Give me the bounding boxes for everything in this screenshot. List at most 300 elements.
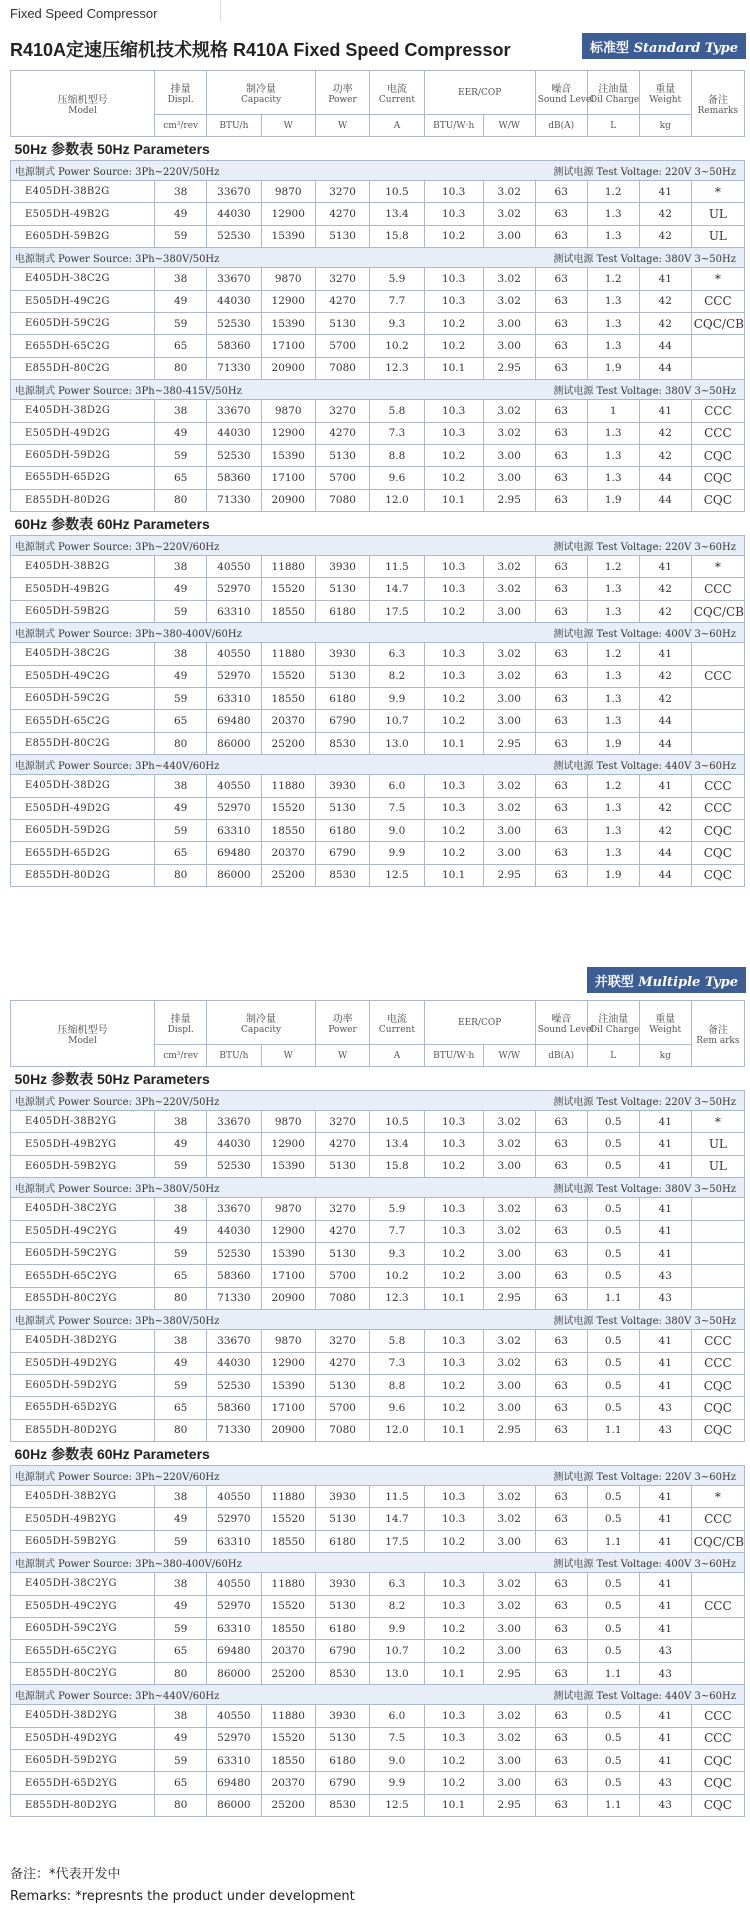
table-row <box>11 422 745 444</box>
table-row <box>11 1618 745 1640</box>
value-cell: 63 <box>535 467 587 489</box>
table-row <box>11 444 745 466</box>
value-cell: 14.7 <box>370 1508 424 1530</box>
remark-cell: CCC <box>691 665 744 687</box>
value-cell: 3.00 <box>483 1397 535 1419</box>
value-cell: 59 <box>155 688 207 710</box>
model-cell: E505DH-49B2YG <box>11 1133 155 1155</box>
header-eer: EER/COP <box>424 1001 535 1045</box>
value-cell: 10.3 <box>424 1111 483 1133</box>
value-cell: 15520 <box>261 1595 315 1617</box>
value-cell: 10.3 <box>424 556 483 578</box>
value-cell: 63 <box>535 1111 587 1133</box>
value-cell: 63 <box>535 710 587 732</box>
header-sound-en: Sound Level <box>537 1025 595 1035</box>
value-cell: 41 <box>639 1111 691 1133</box>
value-cell: 63 <box>535 335 587 357</box>
value-cell: 0.5 <box>587 1265 639 1287</box>
model-cell: E605DH-59B2G <box>11 225 155 247</box>
remark-cell: CCC <box>691 422 744 444</box>
value-cell: 63 <box>535 1374 587 1396</box>
value-cell: 65 <box>155 1397 207 1419</box>
value-cell: 10.2 <box>370 335 424 357</box>
table-row <box>11 1242 745 1264</box>
header-weight-cn: 重量 <box>655 84 676 95</box>
section-title-row <box>11 1442 745 1466</box>
value-cell: 38 <box>155 1486 207 1508</box>
value-cell: 13.0 <box>370 1662 424 1684</box>
page-title: R410A定速压缩机技术规格 R410A Fixed Speed Compressor <box>10 40 511 60</box>
unit-cell: dB(A) <box>535 115 587 137</box>
value-cell: 49 <box>155 797 207 819</box>
unit-cell: W/W <box>483 115 535 137</box>
value-cell: 8530 <box>315 1794 369 1816</box>
value-cell: 3.02 <box>483 1352 535 1374</box>
value-cell: 49 <box>155 422 207 444</box>
value-cell: 3.00 <box>483 1155 535 1177</box>
value-cell: 10.3 <box>424 643 483 665</box>
value-cell: 10.3 <box>424 1330 483 1352</box>
value-cell: 14.7 <box>370 578 424 600</box>
value-cell: 12.3 <box>370 1287 424 1309</box>
header-weight <box>639 71 691 115</box>
header-current-en: Current <box>378 95 415 105</box>
table-row <box>11 819 745 841</box>
value-cell: 3.00 <box>483 1640 535 1662</box>
value-cell: 65 <box>155 1640 207 1662</box>
remark-cell <box>691 1242 744 1264</box>
value-cell: 10.3 <box>424 578 483 600</box>
value-cell: 3.02 <box>483 1198 535 1220</box>
value-cell: 63 <box>535 1220 587 1242</box>
value-cell: 49 <box>155 1595 207 1617</box>
value-cell: 63 <box>535 797 587 819</box>
value-cell: 8530 <box>315 1662 369 1684</box>
value-cell: 41 <box>639 1486 691 1508</box>
unit-cell: W/W <box>483 1045 535 1067</box>
value-cell: 44030 <box>207 1133 261 1155</box>
remark-cell <box>691 1662 744 1684</box>
value-cell: 9870 <box>261 400 315 422</box>
value-cell: 0.5 <box>587 1573 639 1595</box>
value-cell: 5130 <box>315 312 369 334</box>
value-cell: 1.1 <box>587 1419 639 1441</box>
value-cell: 10.2 <box>424 688 483 710</box>
unit-cell: kg <box>639 115 691 137</box>
header-sound <box>535 71 595 115</box>
value-cell: 38 <box>155 268 207 290</box>
unit-cell: dB(A) <box>535 1045 587 1067</box>
value-cell: 63 <box>535 643 587 665</box>
value-cell: 41 <box>639 1705 691 1727</box>
power-source: 电源制式 Power Source: 3Ph~440V/60Hz <box>15 761 220 773</box>
value-cell: 9.0 <box>370 819 424 841</box>
header-oil-cn: 注油量 <box>598 1014 629 1025</box>
value-cell: 52970 <box>207 797 261 819</box>
value-cell: 1.3 <box>587 600 639 622</box>
model-cell: E505DH-49C2G <box>11 290 155 312</box>
header-oil-cn: 注油量 <box>598 84 629 95</box>
value-cell: 44030 <box>207 1220 261 1242</box>
value-cell: 6790 <box>315 1772 369 1794</box>
value-cell: 49 <box>155 665 207 687</box>
value-cell: 7.7 <box>370 1220 424 1242</box>
value-cell: 5.8 <box>370 1330 424 1352</box>
value-cell: 69480 <box>207 1640 261 1662</box>
header-remarks-en: Rem arks <box>696 1036 740 1046</box>
header-current-cn: 电流 <box>386 1014 407 1025</box>
value-cell: 59 <box>155 1530 207 1552</box>
value-cell: 80 <box>155 732 207 754</box>
header-capacity-cn: 制冷量 <box>246 84 277 95</box>
table-row <box>11 665 745 687</box>
value-cell: 63 <box>535 1595 587 1617</box>
value-cell: 1.2 <box>587 643 639 665</box>
value-cell: 10.3 <box>424 775 483 797</box>
value-cell: 80 <box>155 1419 207 1441</box>
value-cell: 3.02 <box>483 1220 535 1242</box>
value-cell: 0.5 <box>587 1155 639 1177</box>
value-cell: 44 <box>639 732 691 754</box>
remark-cell: CQC <box>691 1772 744 1794</box>
header-displ-cn: 排量 <box>170 1014 191 1025</box>
unit-cell: W <box>261 1045 315 1067</box>
power-source: 电源制式 Power Source: 3Ph~380V/50Hz <box>15 1316 220 1328</box>
model-cell: E405DH-38B2YG <box>11 1111 155 1133</box>
value-cell: 86000 <box>207 864 261 886</box>
value-cell: 63 <box>535 312 587 334</box>
table-row <box>11 290 745 312</box>
value-cell: 18550 <box>261 1530 315 1552</box>
value-cell: 1.3 <box>587 710 639 732</box>
value-cell: 1.3 <box>587 819 639 841</box>
value-cell: 43 <box>639 1772 691 1794</box>
remark-cell: CCC <box>691 400 744 422</box>
header-weight-en: Weight <box>649 95 682 105</box>
value-cell: 63 <box>535 1397 587 1419</box>
section-title: 50Hz 参数表 50Hz Parameters <box>11 1067 745 1091</box>
value-cell: 69480 <box>207 842 261 864</box>
type-tag-en: Multiple Type <box>638 975 738 990</box>
power-source: 电源制式 Power Source: 3Ph~220V/50Hz <box>15 1097 220 1108</box>
value-cell: 44030 <box>207 422 261 444</box>
value-cell: 10.2 <box>424 842 483 864</box>
remark-cell: CCC <box>691 1330 744 1352</box>
value-cell: 63 <box>535 1772 587 1794</box>
power-source-band <box>11 1466 745 1486</box>
value-cell: 10.2 <box>424 444 483 466</box>
header-current-cn: 电流 <box>386 84 407 95</box>
table-row <box>11 1486 745 1508</box>
value-cell: 63 <box>535 1486 587 1508</box>
remark-cell: CQC <box>691 1419 744 1441</box>
remark-cell: CQC/CB <box>691 1530 744 1552</box>
page-header-label: Fixed Speed Compressor <box>10 6 158 21</box>
value-cell: 0.5 <box>587 1508 639 1530</box>
power-source: 电源制式 Power Source: 3Ph~380V/50Hz <box>15 1184 220 1196</box>
value-cell: 20370 <box>261 1640 315 1662</box>
value-cell: 5130 <box>315 1242 369 1264</box>
value-cell: 52530 <box>207 444 261 466</box>
value-cell: 3270 <box>315 268 369 290</box>
section-title-row <box>11 137 745 161</box>
value-cell: 20900 <box>261 357 315 379</box>
value-cell: 42 <box>639 312 691 334</box>
value-cell: 80 <box>155 1794 207 1816</box>
value-cell: 63 <box>535 578 587 600</box>
value-cell: 41 <box>639 1618 691 1640</box>
power-source-band <box>11 1553 745 1573</box>
header-displ-en: Displ. <box>167 95 194 105</box>
value-cell: 1.3 <box>587 467 639 489</box>
value-cell: 3.00 <box>483 1242 535 1264</box>
value-cell: 4270 <box>315 422 369 444</box>
value-cell: 3930 <box>315 556 369 578</box>
value-cell: 5130 <box>315 1727 369 1749</box>
remark-cell: CQC <box>691 489 744 511</box>
model-cell: E605DH-59B2YG <box>11 1530 155 1552</box>
value-cell: 18550 <box>261 600 315 622</box>
value-cell: 41 <box>639 1198 691 1220</box>
spec-table-multiple <box>10 1000 745 1817</box>
value-cell: 3.00 <box>483 225 535 247</box>
table-row <box>11 467 745 489</box>
value-cell: 5130 <box>315 797 369 819</box>
model-cell: E655DH-65D2YG <box>11 1772 155 1794</box>
table-row <box>11 1705 745 1727</box>
value-cell: 15390 <box>261 312 315 334</box>
value-cell: 1 <box>587 400 639 422</box>
value-cell: 0.5 <box>587 1772 639 1794</box>
value-cell: 41 <box>639 1508 691 1530</box>
type-tag-cn: 标准型 <box>590 41 630 56</box>
value-cell: 12.3 <box>370 357 424 379</box>
remark-cell: CCC <box>691 1595 744 1617</box>
value-cell: 63 <box>535 1198 587 1220</box>
remark-cell: CCC <box>691 1727 744 1749</box>
value-cell: 65 <box>155 842 207 864</box>
value-cell: 63 <box>535 181 587 203</box>
power-source-band <box>11 1091 745 1111</box>
remark-cell: CQC/CB <box>691 600 744 622</box>
remark-cell: CQC <box>691 1794 744 1816</box>
test-voltage: 测试电源 Test Voltage: 220V 3~60Hz <box>553 1472 736 1484</box>
type-tag-cn: 并联型 <box>594 975 634 990</box>
value-cell: 41 <box>639 1374 691 1396</box>
value-cell: 10.2 <box>424 1155 483 1177</box>
value-cell: 4270 <box>315 1133 369 1155</box>
header-eer: EER/COP <box>424 71 535 115</box>
value-cell: 69480 <box>207 1772 261 1794</box>
value-cell: 3.02 <box>483 1111 535 1133</box>
value-cell: 63 <box>535 556 587 578</box>
power-source-row <box>11 623 745 643</box>
table-row <box>11 181 745 203</box>
model-cell: E505DH-49C2YG <box>11 1595 155 1617</box>
value-cell: 49 <box>155 1133 207 1155</box>
table-row <box>11 1352 745 1374</box>
value-cell: 63 <box>535 1618 587 1640</box>
value-cell: 52530 <box>207 1374 261 1396</box>
table-row <box>11 1287 745 1309</box>
value-cell: 44 <box>639 335 691 357</box>
table-row <box>11 1220 745 1242</box>
unit-cell: W <box>315 1045 369 1067</box>
value-cell: 17.5 <box>370 1530 424 1552</box>
value-cell: 0.5 <box>587 1640 639 1662</box>
value-cell: 11880 <box>261 1573 315 1595</box>
value-cell: 10.2 <box>424 1265 483 1287</box>
value-cell: 2.95 <box>483 1419 535 1441</box>
model-cell: E505DH-49B2G <box>11 578 155 600</box>
value-cell: 59 <box>155 225 207 247</box>
test-voltage: 测试电源 Test Voltage: 380V 3~50Hz <box>553 1184 736 1196</box>
test-voltage: 测试电源 Test Voltage: 400V 3~60Hz <box>553 1559 736 1571</box>
value-cell: 5130 <box>315 665 369 687</box>
model-cell: E655DH-65D2YG <box>11 1397 155 1419</box>
value-cell: 20900 <box>261 1419 315 1441</box>
value-cell: 11880 <box>261 643 315 665</box>
value-cell: 1.3 <box>587 797 639 819</box>
model-cell: E855DH-80C2G <box>11 357 155 379</box>
value-cell: 6.3 <box>370 643 424 665</box>
value-cell: 44 <box>639 467 691 489</box>
value-cell: 6790 <box>315 1640 369 1662</box>
value-cell: 38 <box>155 1111 207 1133</box>
model-cell: E855DH-80D2YG <box>11 1419 155 1441</box>
unit-cell: BTU/W·h <box>424 115 483 137</box>
value-cell: 3930 <box>315 775 369 797</box>
value-cell: 17100 <box>261 1397 315 1419</box>
value-cell: 10.2 <box>424 335 483 357</box>
table-row <box>11 1111 745 1133</box>
header-displ-en: Displ. <box>167 1025 194 1035</box>
value-cell: 7.7 <box>370 290 424 312</box>
header-sound-cn: 噪音 <box>551 84 572 95</box>
value-cell: 17100 <box>261 1265 315 1287</box>
value-cell: 6.0 <box>370 775 424 797</box>
value-cell: 1.1 <box>587 1287 639 1309</box>
value-cell: 15390 <box>261 1155 315 1177</box>
header-model <box>11 71 155 137</box>
value-cell: 10.2 <box>424 819 483 841</box>
value-cell: 10.2 <box>424 1530 483 1552</box>
header-weight-cn: 重量 <box>655 1014 676 1025</box>
spec-table-standard <box>10 70 745 887</box>
value-cell: 3.02 <box>483 1486 535 1508</box>
value-cell: 1.1 <box>587 1662 639 1684</box>
value-cell: 15520 <box>261 665 315 687</box>
value-cell: 63 <box>535 775 587 797</box>
value-cell: 1.9 <box>587 489 639 511</box>
header-current-en: Current <box>378 1025 415 1035</box>
value-cell: 10.2 <box>424 1397 483 1419</box>
table-row <box>11 710 745 732</box>
test-voltage: 测试电源 Test Voltage: 220V 3~50Hz <box>553 1097 736 1108</box>
value-cell: 38 <box>155 1198 207 1220</box>
model-cell: E405DH-38C2G <box>11 643 155 665</box>
value-cell: 41 <box>639 1133 691 1155</box>
remarks-cn: 备注：*代表开发中 <box>10 1867 121 1882</box>
value-cell: 5130 <box>315 1374 369 1396</box>
unit-cell: L <box>587 1045 639 1067</box>
model-cell: E655DH-65C2G <box>11 335 155 357</box>
value-cell: 10.5 <box>370 1111 424 1133</box>
value-cell: 41 <box>639 1242 691 1264</box>
value-cell: 1.3 <box>587 444 639 466</box>
model-cell: E855DH-80D2G <box>11 864 155 886</box>
power-source-row <box>11 755 745 775</box>
value-cell: 1.3 <box>587 203 639 225</box>
power-source: 电源制式 Power Source: 3Ph~380-400V/60Hz <box>15 1559 242 1571</box>
value-cell: 1.3 <box>587 312 639 334</box>
value-cell: 20370 <box>261 1772 315 1794</box>
value-cell: 1.3 <box>587 225 639 247</box>
test-voltage: 测试电源 Test Voltage: 220V 3~50Hz <box>553 167 736 178</box>
remark-cell: * <box>691 556 744 578</box>
value-cell: 11880 <box>261 775 315 797</box>
value-cell: 2.95 <box>483 1662 535 1684</box>
unit-cell: BTU/h <box>207 115 261 137</box>
value-cell: 5700 <box>315 335 369 357</box>
remark-cell: UL <box>691 225 744 247</box>
value-cell: 52530 <box>207 1242 261 1264</box>
header-capacity-en: Capacity <box>241 95 282 105</box>
value-cell: 44 <box>639 864 691 886</box>
test-voltage: 测试电源 Test Voltage: 220V 3~60Hz <box>553 542 736 554</box>
remark-cell: CCC <box>691 797 744 819</box>
value-cell: 8.2 <box>370 1595 424 1617</box>
type-tag-en: Standard Type <box>633 41 738 56</box>
value-cell: 10.1 <box>424 1662 483 1684</box>
value-cell: 1.2 <box>587 556 639 578</box>
model-cell: E505DH-49C2YG <box>11 1220 155 1242</box>
value-cell: 6790 <box>315 842 369 864</box>
value-cell: 8.2 <box>370 665 424 687</box>
table-row <box>11 1330 745 1352</box>
value-cell: 10.3 <box>424 1573 483 1595</box>
model-cell: E605DH-59C2YG <box>11 1242 155 1264</box>
value-cell: 9870 <box>261 1198 315 1220</box>
value-cell: 3.00 <box>483 1265 535 1287</box>
value-cell: 49 <box>155 1220 207 1242</box>
value-cell: 12900 <box>261 203 315 225</box>
value-cell: 71330 <box>207 1287 261 1309</box>
value-cell: 17.5 <box>370 600 424 622</box>
value-cell: 9870 <box>261 268 315 290</box>
header-model-cn: 压缩机型号 <box>57 95 108 106</box>
remark-cell <box>691 357 744 379</box>
model-cell: E405DH-38D2G <box>11 775 155 797</box>
remark-cell: UL <box>691 1155 744 1177</box>
value-cell: 15520 <box>261 797 315 819</box>
value-cell: 15390 <box>261 1242 315 1264</box>
value-cell: 63310 <box>207 688 261 710</box>
header-model-en: Model <box>68 1036 97 1046</box>
model-cell: E505DH-49B2G <box>11 203 155 225</box>
value-cell: 44030 <box>207 203 261 225</box>
value-cell: 41 <box>639 181 691 203</box>
value-cell: 10.3 <box>424 1727 483 1749</box>
value-cell: 59 <box>155 1155 207 1177</box>
value-cell: 3270 <box>315 1111 369 1133</box>
power-source-band <box>11 536 745 556</box>
value-cell: 41 <box>639 643 691 665</box>
value-cell: 4270 <box>315 1352 369 1374</box>
header-remarks-cn: 备注 <box>707 95 728 106</box>
value-cell: 3.02 <box>483 578 535 600</box>
type-tag-multiple <box>587 967 746 993</box>
